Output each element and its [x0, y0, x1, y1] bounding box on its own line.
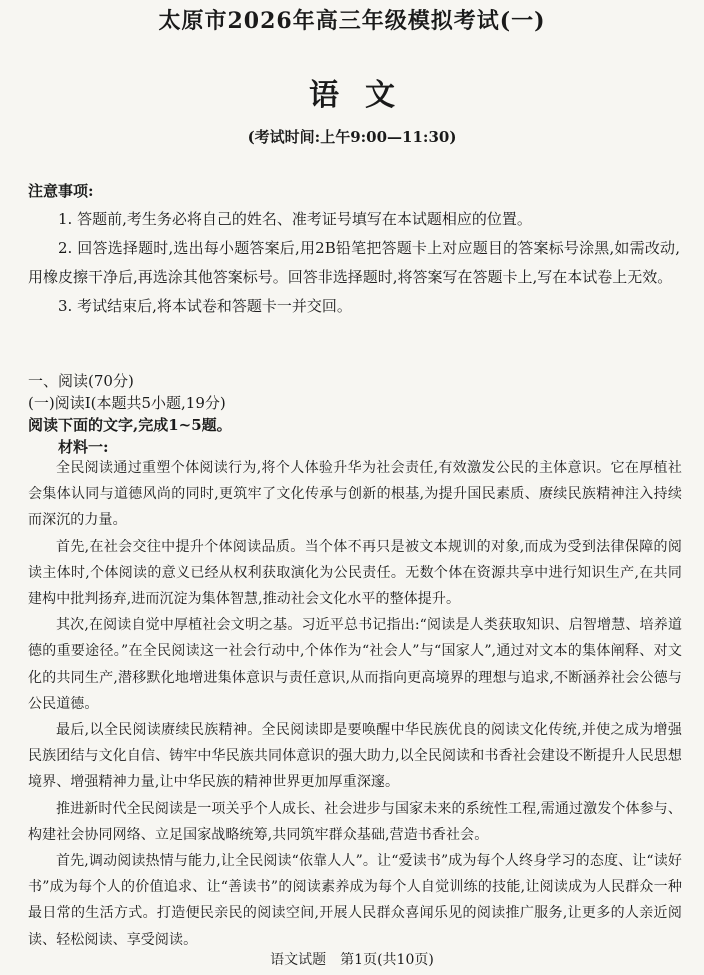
sub-section-heading: (一)阅读Ⅰ(本题共5小题,19分): [28, 394, 226, 412]
passage-paragraph: 全民阅读通过重塑个体阅读行为,将个人体验升华为社会责任,有效激发公民的主体意识。它在厚植社会集体认同与道德风尚的同时,更筑牢了文化传承与创新的根基,为提升国民素质、赓续民族精神注入持续而深沉的力量。: [28, 460, 682, 529]
notice-list: [28, 205, 680, 321]
page-footer: 语文试题 第1页(共10页): [270, 952, 434, 968]
passage-paragraph: 其次,在阅读自觉中厚植社会文明之基。习近平总书记指出:“阅读是人类获取知识、启智增慧、培养道德的重要途径。”在全民阅读这一社会行动中,个体作为“社会人”与“国家人”,通过对文本的集体阐释、对文化的共同生产,潜移默化地增进集体意识与责任意识,从而指向更高境界的理想与追求,不断涵养社会公德与公民道德。: [28, 617, 682, 712]
notice-item: 3. 考试结束后,将本试卷和答题卡一并交回。: [58, 297, 352, 315]
reading-instruction: 阅读下面的文字,完成1~5题。: [28, 416, 232, 434]
exam-title: 太原市2026年高三年级模拟考试(一): [158, 8, 546, 34]
notice-item: 1. 答题前,考生务必将自己的姓名、准考证号填写在本试题相应的位置。: [58, 210, 532, 228]
section-heading: 一、阅读(70分): [28, 372, 134, 390]
passage-paragraph: 首先,调动阅读热情与能力,让全民阅读“依靠人人”。让“爱读书”成为每个人终身学习的态度、让“读好书”成为每个人的价值追求、让“善读书”的阅读素养成为每个人自觉训练的技能,让阅读成为人民群众一种最日常的生活方式。打造便民亲民的阅读空间,开展人民群众喜闻乐见的阅读推广服务,让更多的人亲近阅读、轻松阅读、享受阅读。: [28, 853, 682, 948]
notice-item: 2. 回答选择题时,选出每小题答案后,用2B铅笔把答题卡上对应题目的答案标号涂黑,如需改动,用橡皮擦干净后,再选涂其他答案标号。回答非选择题时,将答案写在答题卡上,写在本试卷上无效。: [28, 239, 680, 286]
passage-paragraph: 首先,在社会交往中提升个体阅读品质。当个体不再只是被文本规训的对象,而成为受到法律保障的阅读主体时,个体阅读的意义已经从权利获取演化为公民责任。无数个体在资源共享中进行知识生产,在共同建构中批判扬弃,进而沉淀为集体智慧,推动社会文化水平的整体提升。: [28, 538, 682, 608]
passage-paragraph: 最后,以全民阅读赓续民族精神。全民阅读即是要唤醒中华民族优良的阅读文化传统,并使之成为增强民族团结与文化自信、铸牢中华民族共同体意识的强大助力,以全民阅读和书香社会建设不断提升人民思想境界、增强精神力量,让中华民族的精神世界更加厚重深邃。: [28, 722, 682, 791]
reading-passage: [28, 455, 682, 953]
exam-time: (考试时间:上午9:00—11:30): [247, 128, 457, 146]
material-label: 材料一:: [58, 438, 109, 456]
passage-paragraph: 推进新时代全民阅读是一项关乎个人成长、社会进步与国家未来的系统性工程,需通过激发个体参与、构建社会协同网络、立足国家战略统筹,共同筑牢群众基础,营造书香社会。: [28, 800, 682, 843]
notice-heading: 注意事项:: [28, 182, 94, 200]
subject-title: 语文: [309, 78, 421, 113]
